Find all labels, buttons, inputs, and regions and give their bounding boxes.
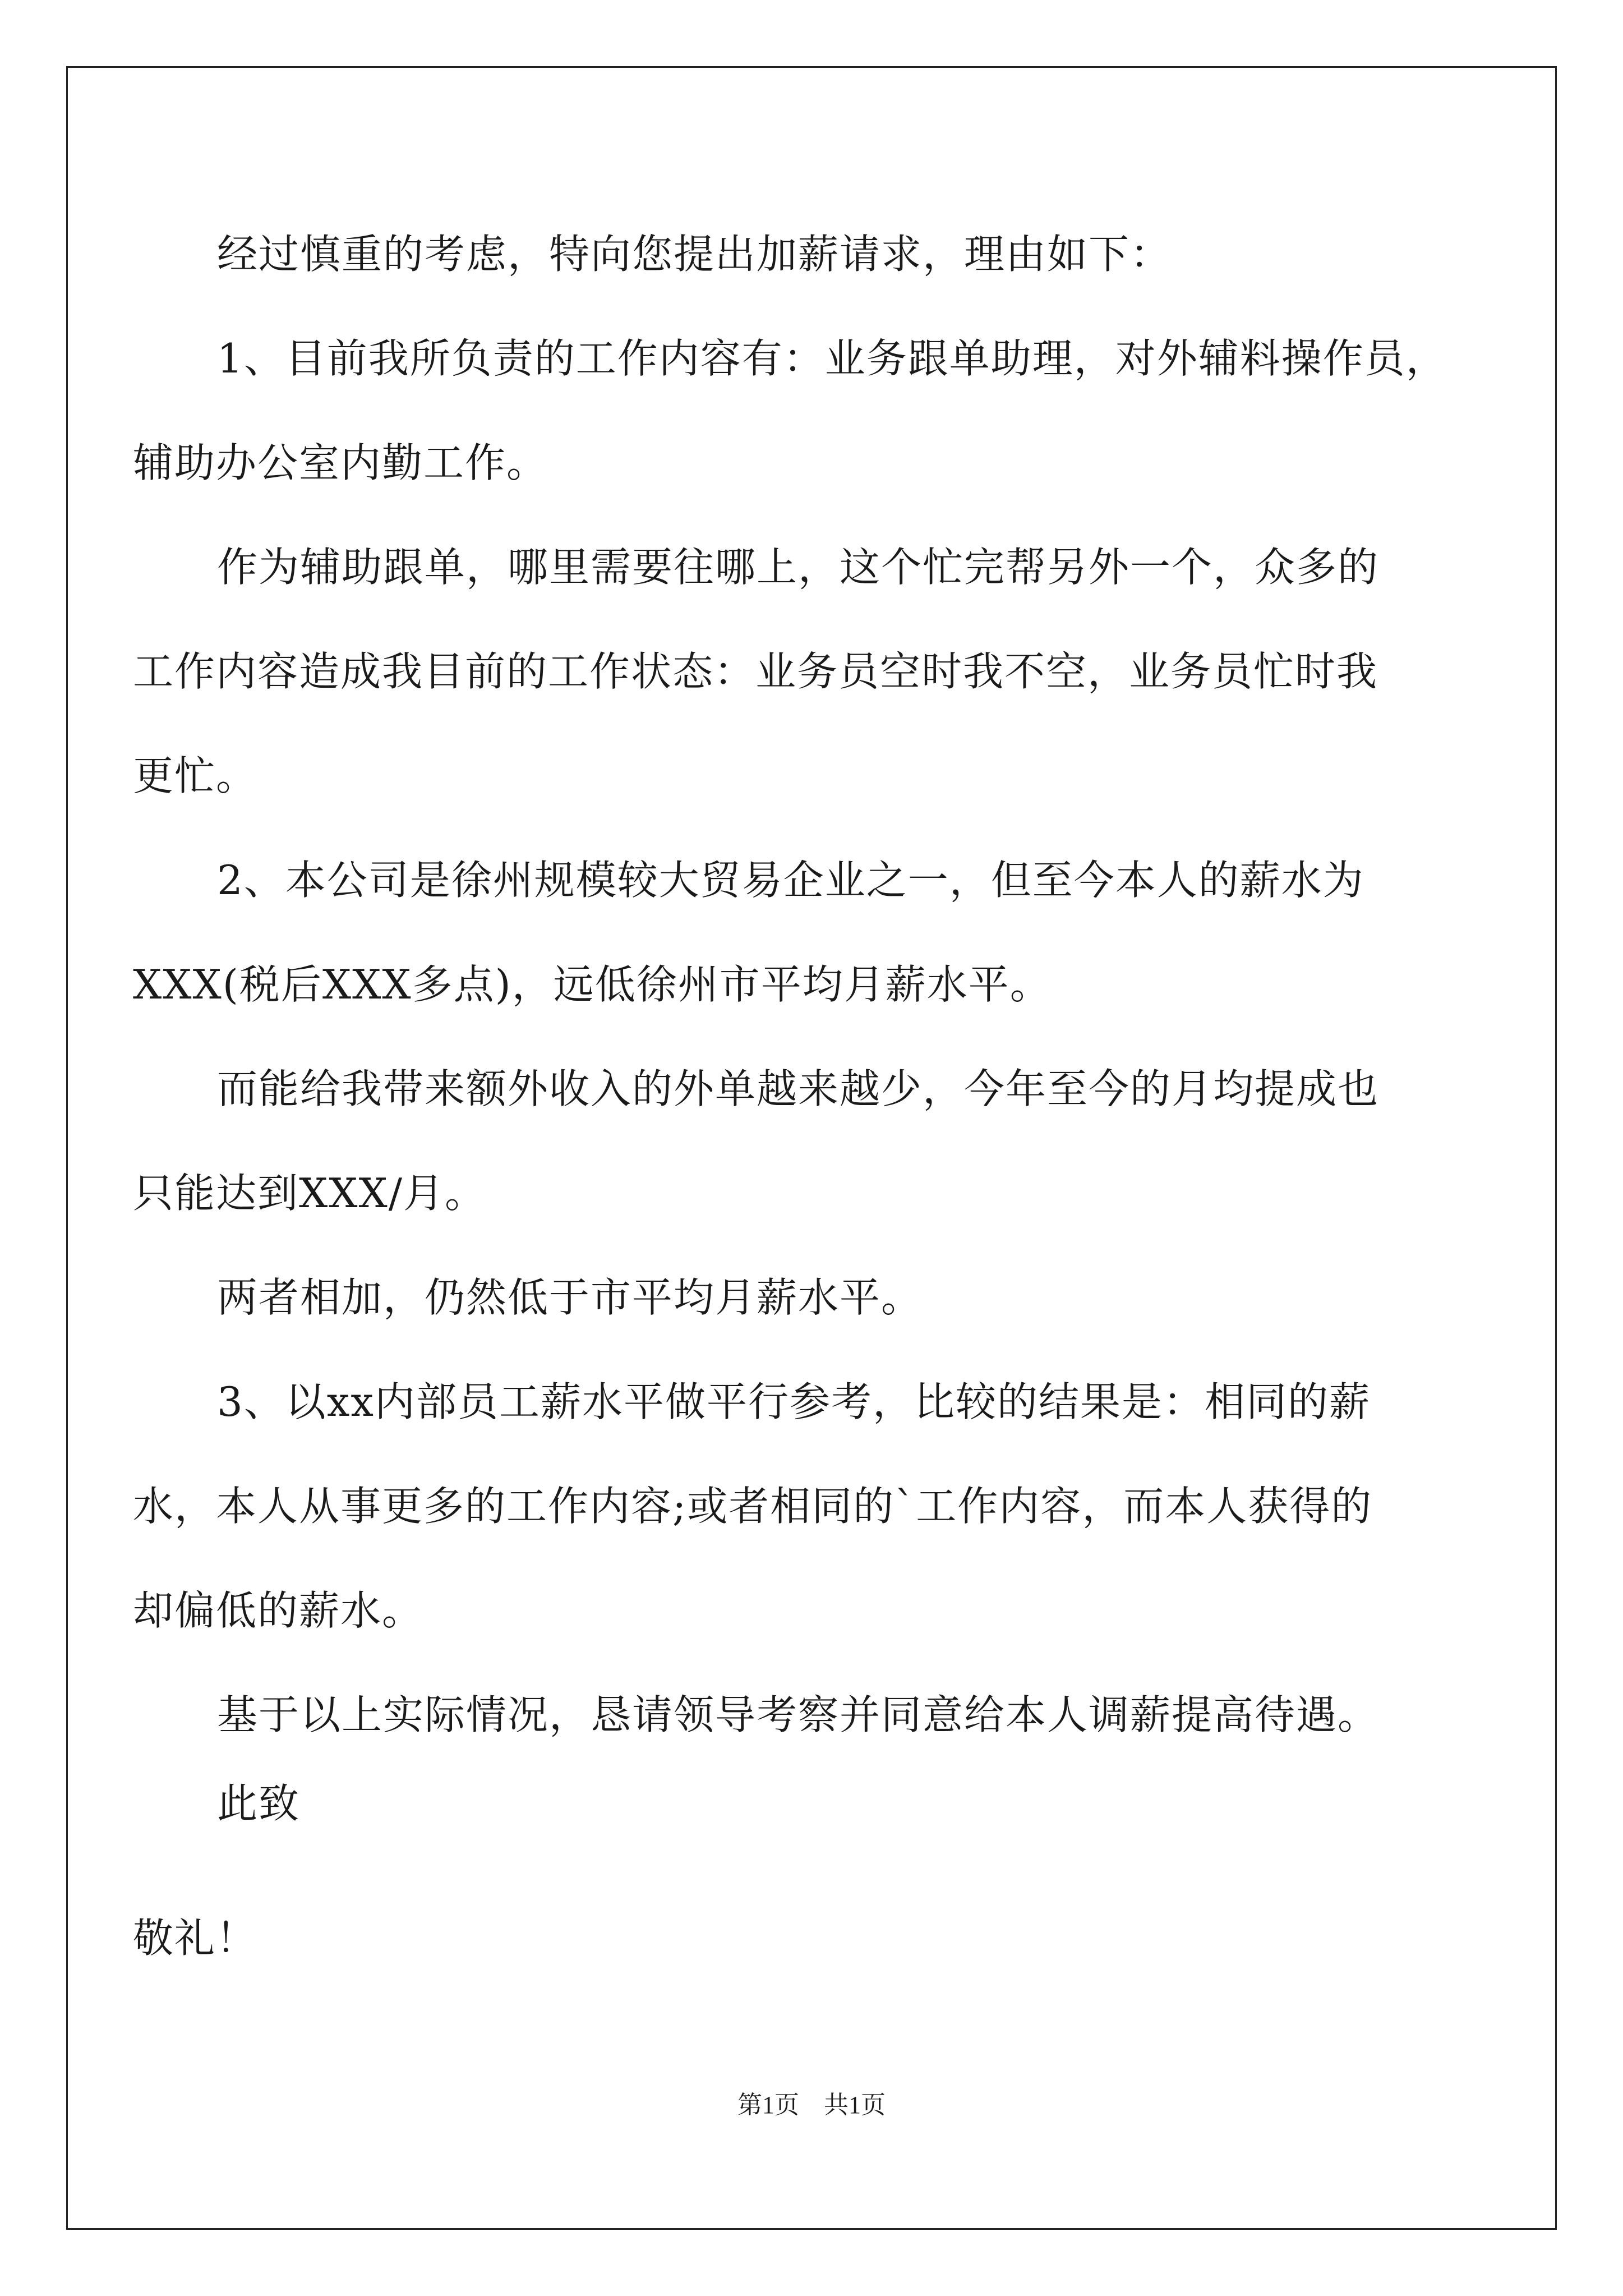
paragraph-line: 两者相加，仍然低于市平均月薪水平。 bbox=[217, 1274, 923, 1321]
paragraph-line: 更忙。 bbox=[133, 752, 258, 799]
paragraph-line: 3、以xx内部员工薪水平做平行参考，比较的结果是：相同的薪 bbox=[217, 1378, 1371, 1425]
paragraph-line: 水，本人从事更多的工作内容;或者相同的`工作内容，而本人获得的 bbox=[133, 1483, 1373, 1530]
closing-salutation: 此致 bbox=[217, 1780, 301, 1827]
paragraph-line: 而能给我带来额外收入的外单越来越少，今年至今的月均提成也 bbox=[217, 1065, 1380, 1112]
paragraph-line: 只能达到XXX/月。 bbox=[133, 1170, 487, 1217]
paragraph-line: XXX(税后XXX多点)，远低徐州市平均月薪水平。 bbox=[133, 961, 1052, 1008]
paragraph-line: 却偏低的薪水。 bbox=[133, 1587, 424, 1634]
paragraph-line: 作为辅助跟单，哪里需要往哪上，这个忙完帮另外一个，众多的 bbox=[217, 544, 1380, 591]
paragraph-line: 经过慎重的考虑，特向您提出加薪请求，理由如下： bbox=[217, 231, 1172, 278]
page-frame bbox=[66, 66, 1557, 2230]
paragraph-line: 基于以上实际情况，恳请领导考察并同意给本人调薪提高待遇。 bbox=[217, 1691, 1380, 1738]
page-number: 第1页 共1页 bbox=[737, 2091, 886, 2119]
closing-regards: 敬礼！ bbox=[133, 1915, 258, 1962]
paragraph-line: 2、本公司是徐州规模较大贸易企业之一，但至今本人的薪水为 bbox=[217, 857, 1364, 904]
paragraph-line: 辅助办公室内勤工作。 bbox=[133, 439, 548, 486]
paragraph-line: 1、目前我所负责的工作内容有：业务跟单助理，对外辅料操作员， bbox=[217, 335, 1447, 382]
paragraph-line: 工作内容造成我目前的工作状态：业务员空时我不空，业务员忙时我 bbox=[133, 648, 1378, 695]
